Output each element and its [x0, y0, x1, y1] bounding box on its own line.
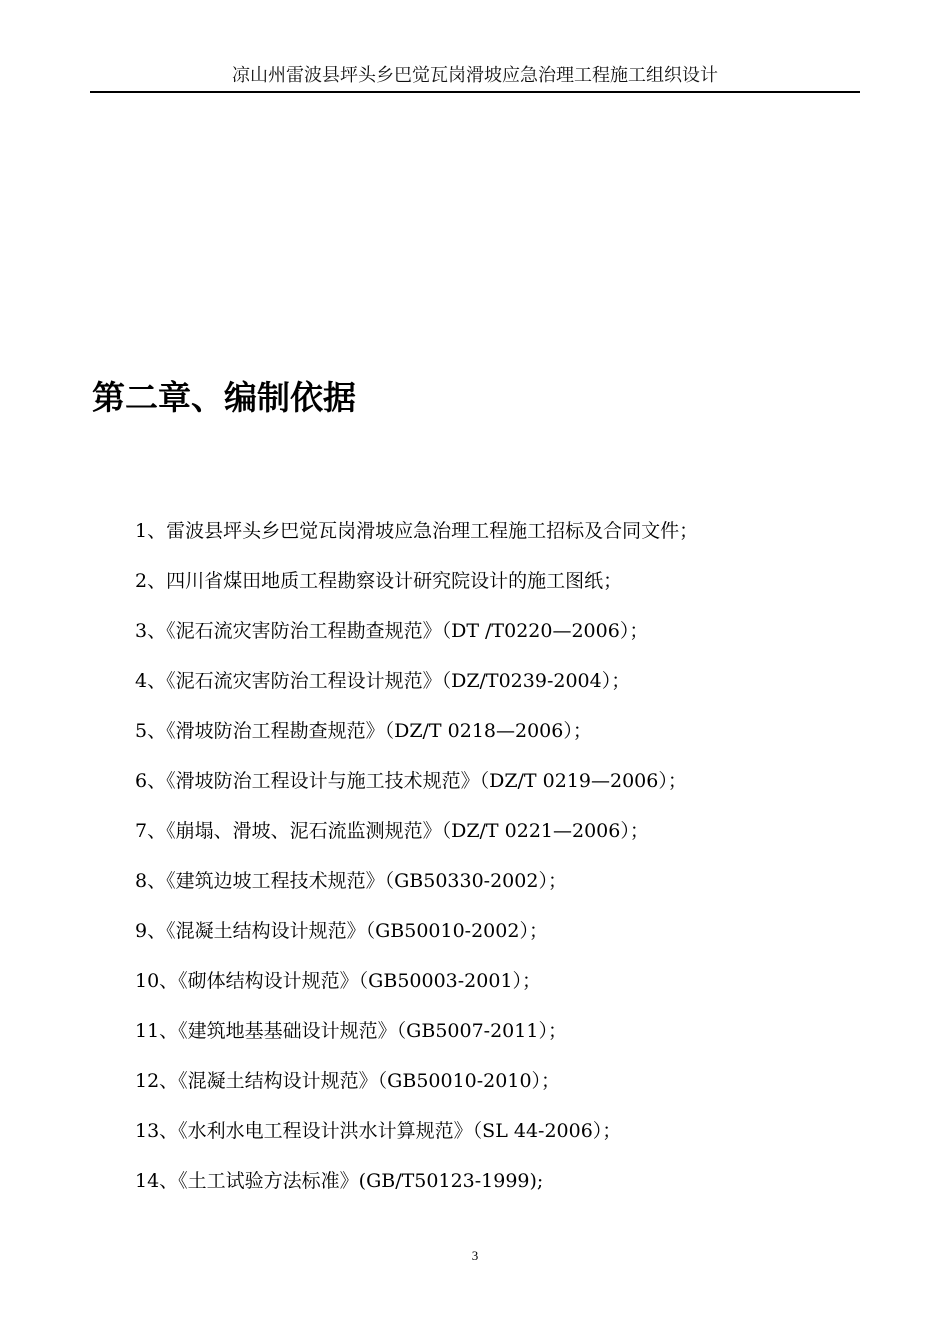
reference-item: 4、《泥石流灾害防治工程设计规范》（DZ/T0239-2004）； [135, 670, 631, 692]
running-header: 凉山州雷波县坪头乡巴觉瓦岗滑坡应急治理工程施工组织设计 [232, 65, 718, 86]
reference-item: 8、《建筑边坡工程技术规范》（GB50330-2002）； [135, 870, 567, 892]
page-number: 3 [471, 1248, 479, 1263]
reference-list [135, 516, 698, 1216]
chapter-title: 第二章、编制依据 [92, 378, 356, 417]
reference-item: 13、《水利水电工程设计洪水计算规范》（SL 44-2006）； [135, 1120, 622, 1142]
reference-item: 1、雷波县坪头乡巴觉瓦岗滑坡应急治理工程施工招标及合同文件； [135, 520, 699, 542]
reference-item: 10、《砌体结构设计规范》（GB50003-2001）； [135, 970, 542, 992]
reference-item: 2、四川省煤田地质工程勘察设计研究院设计的施工图纸； [135, 570, 623, 592]
reference-item: 7、《崩塌、滑坡、泥石流监测规范》（DZ/T 0221—2006）； [135, 820, 649, 842]
reference-item: 12、《混凝土结构设计规范》（GB50010-2010）； [135, 1070, 561, 1092]
header-rule [90, 91, 860, 93]
reference-item: 3、《泥石流灾害防治工程勘查规范》（DT /T0220—2006）； [135, 620, 649, 642]
reference-item: 14、《土工试验方法标准》(GB/T50123-1999); [135, 1170, 544, 1192]
reference-item: 9、《混凝土结构设计规范》（GB50010-2002）； [135, 920, 548, 942]
reference-item: 6、《滑坡防治工程设计与施工技术规范》（DZ/T 0219—2006）； [135, 770, 687, 792]
reference-item: 11、《建筑地基基础设计规范》（GB5007-2011）； [135, 1020, 567, 1042]
reference-item: 5、《滑坡防治工程勘查规范》（DZ/T 0218—2006）； [135, 720, 592, 742]
